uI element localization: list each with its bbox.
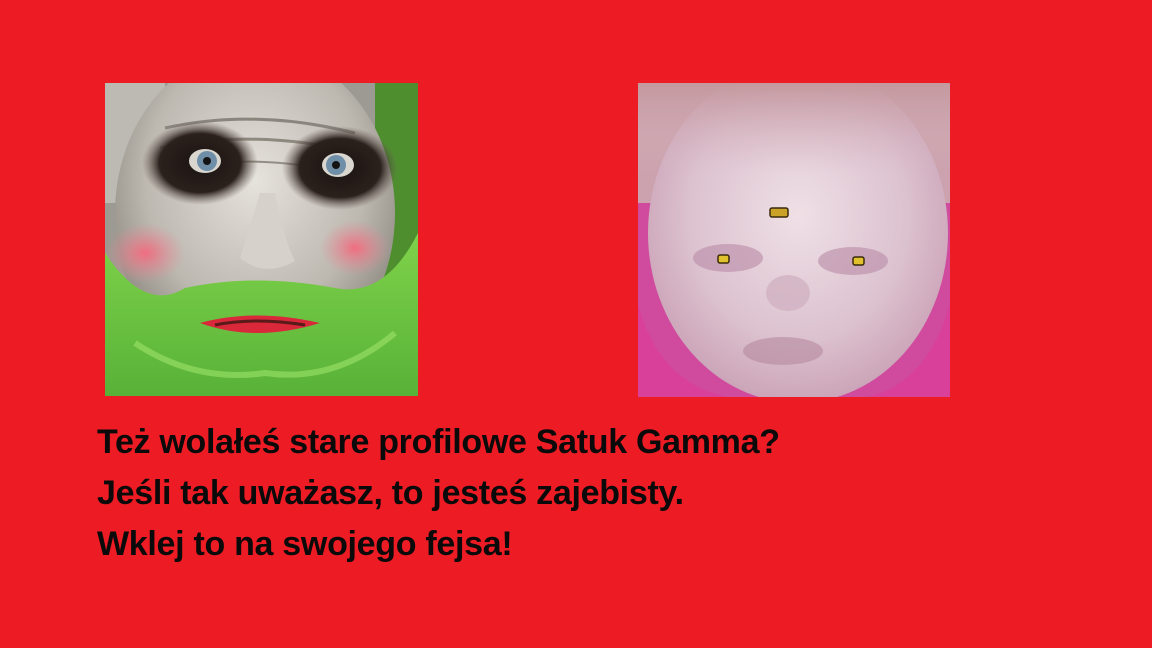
caption-line-1: Też wolałeś stare profilowe Satuk Gamma? [97, 423, 780, 461]
caption-line-2: Jeśli tak uważasz, to jesteś zajebisty. [97, 474, 684, 512]
baby-face-icon [638, 83, 950, 397]
baby-face-photo [638, 83, 950, 397]
old-man-clown-photo [105, 83, 418, 396]
caption-line-3: Wklej to na swojego fejsa! [97, 525, 513, 563]
old-man-face-icon [105, 83, 418, 396]
meme-caption [97, 417, 1097, 570]
